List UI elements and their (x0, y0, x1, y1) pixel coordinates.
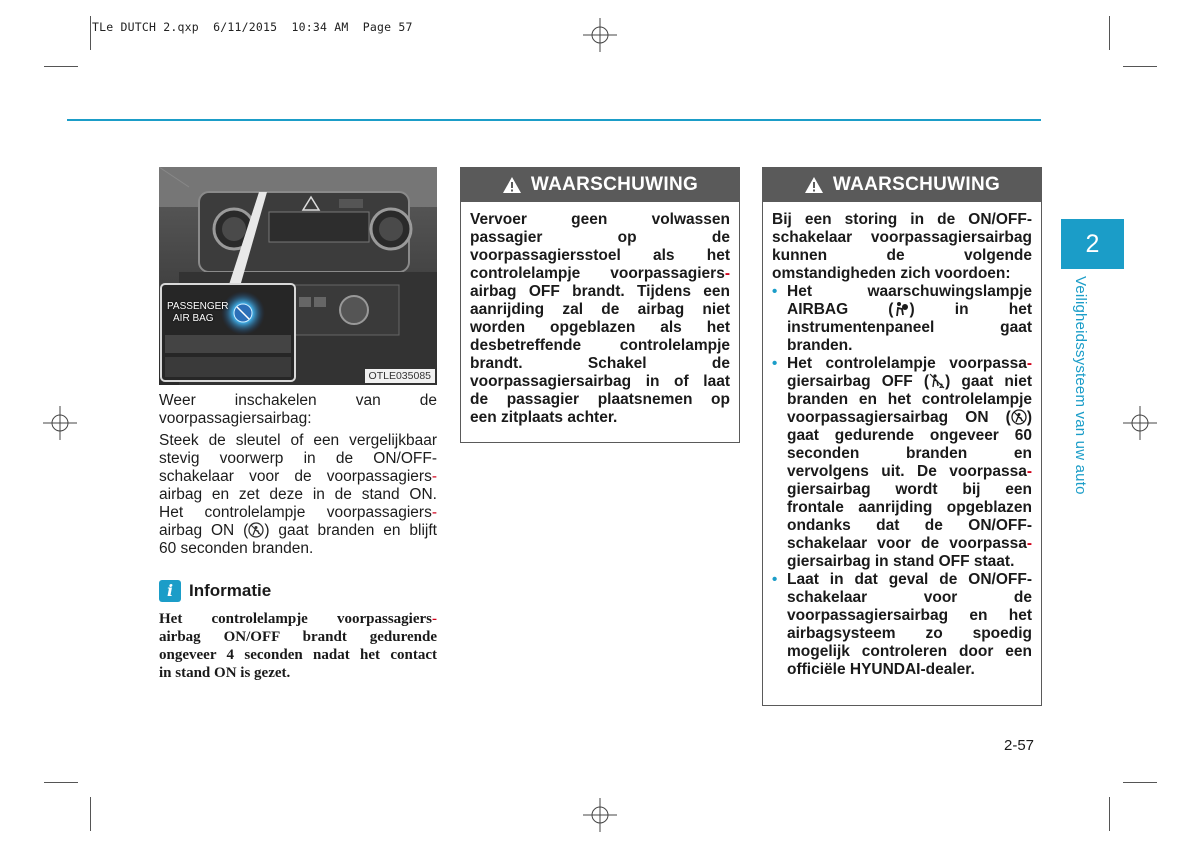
hyphen-mark: - (432, 611, 437, 627)
warning-box (762, 167, 1042, 706)
text-line: stevig voorwerp in de ON/OFF- (159, 450, 437, 467)
text-line: officiële HYUNDAI-dealer. (787, 661, 975, 678)
text-line: giersairbag in stand OFF staat. (787, 553, 1015, 570)
crop-mark (90, 797, 91, 831)
text-line: aanrijding zal de airbag niet (470, 301, 730, 318)
chapter-title-text: Veiligheidssysteem van uw auto (1072, 276, 1089, 495)
text-line: schakelaar voorpassagiersairbag (772, 229, 1032, 246)
crop-mark (1109, 16, 1110, 50)
text-line: Bij een storing in de ON/OFF- (772, 211, 1032, 228)
crop-mark (44, 782, 78, 783)
info-title: Informatie (189, 581, 272, 600)
warning-triangle-icon (502, 176, 522, 194)
text-line: Het waarschuwingslampje (787, 283, 1032, 300)
text-line: Steek de sleutel of een vergelijkbaar (159, 432, 437, 449)
text-line: ongeveer 4 seconden nadat het contact (159, 647, 437, 663)
text-line: branden. (787, 337, 853, 354)
crop-mark (44, 66, 78, 67)
text-line: een zitplaats achter. (470, 409, 618, 426)
text-line: schakelaar voor de voorpassa- (787, 535, 1032, 552)
registration-mark-icon (583, 18, 617, 52)
text-line: Het controlelampje voorpassagiers- (159, 611, 437, 627)
warning-text (461, 202, 739, 435)
callout-label (167, 301, 229, 325)
info-icon: i (159, 580, 181, 602)
hyphen-mark: - (1026, 535, 1032, 552)
print-slug: TLe DUTCH 2.qxp 6/11/2015 10:34 AM Page 57 (92, 20, 413, 34)
text-line: airbagsysteem zo spoedig (787, 625, 1032, 642)
chapter-tab: 2 (1061, 219, 1124, 269)
text-line: ondanks dat de ON/OFF- (787, 517, 1032, 534)
text-line: frontale aanrijding opgeblazen (787, 499, 1032, 516)
crop-mark (1123, 782, 1157, 783)
info-heading (159, 580, 271, 602)
text-line: omstandigheden zich voordoen: (772, 265, 1011, 282)
hyphen-mark: - (431, 504, 437, 521)
text-line: giersairbag wordt bij een (787, 481, 1032, 498)
warning-title: WAARSCHUWING (530, 174, 699, 195)
hyphen-mark: - (431, 468, 437, 485)
warning-text (763, 202, 1041, 687)
text-line: 60 seconden branden. (159, 540, 314, 557)
bullet-item (772, 283, 1032, 355)
bullet-dot: • (772, 355, 778, 372)
warning-box (460, 167, 740, 443)
header-rule (67, 119, 1041, 121)
hyphen-mark: - (1026, 463, 1032, 480)
warning-title: WAARSCHUWING (832, 174, 1001, 195)
bullet-item (772, 355, 1032, 571)
intro-paragraph: Weer inschakelen van de (159, 392, 437, 409)
chapter-title (1067, 276, 1091, 496)
registration-mark-icon (583, 798, 617, 832)
text-line: controlelampje voorpassagiers- (470, 265, 730, 282)
text-line: passagier op de (470, 229, 730, 246)
text-line: voorpassagiersstoel als het (470, 247, 730, 264)
text-line: instrumentenpaneel gaat (787, 319, 1032, 336)
dashboard-photo (159, 167, 437, 385)
text-line: de passagier plaatsnemen op (470, 391, 730, 408)
dashboard-figure (159, 167, 437, 385)
text-line: airbag OFF brandt. Tijdens een (470, 283, 730, 300)
text-line: Het controlelampje voorpassagiers- (159, 504, 437, 521)
text-line: desbetreffende controlelampje (470, 337, 730, 354)
bullet-dot: • (772, 571, 778, 588)
text-line: giersairbag OFF ( 2 ) gaat niet (787, 373, 1032, 390)
airbag-on-icon (248, 522, 264, 538)
text-line: mogelijk controleren door een (787, 643, 1032, 660)
crop-mark (90, 16, 91, 50)
text-line: worden opgeblazen als het (470, 319, 730, 336)
text-line: brandt. Schakel de (470, 355, 730, 372)
svg-text:2: 2 (939, 383, 944, 389)
info-body (159, 610, 437, 682)
text-line: Laat in dat geval de ON/OFF- (787, 571, 1032, 588)
figure-code: OTLE035085 (365, 369, 435, 383)
text-line: airbag ON/OFF brandt gedurende (159, 629, 437, 645)
warning-header (763, 168, 1041, 202)
text-line: voorpassagiersairbag en het (787, 607, 1032, 624)
text-line: airbag en zet deze in de stand ON. (159, 486, 437, 503)
text-line: kunnen de volgende (772, 247, 1032, 264)
text-line: Vervoer geen volwassen (470, 211, 730, 228)
bullet-dot: • (772, 283, 778, 300)
warning-header (461, 168, 739, 202)
callout-line: AIR BAG (173, 313, 214, 324)
callout-line: PASSENGER (167, 301, 229, 312)
text-line: in stand ON is gezet. (159, 665, 291, 681)
warning-triangle-icon (804, 176, 824, 194)
hyphen-mark: - (1026, 355, 1032, 372)
crop-mark (1109, 797, 1110, 831)
text-line: Het controlelampje voorpassa- (787, 355, 1032, 372)
text-line: voorpassagiersairbag in of laat (470, 373, 730, 390)
text-line: gaat gedurende ongeveer 60 (787, 427, 1032, 444)
text-line: branden en het controlelampje (787, 391, 1032, 408)
text-line: seconden branden en (787, 445, 1032, 462)
airbag-on-icon (1011, 409, 1027, 425)
page-number: 2-57 (1004, 737, 1035, 754)
text-line: airbag ON ( ) gaat branden en blijft (159, 522, 437, 539)
text-line: schakelaar voor de (787, 589, 1032, 606)
airbag-warning-icon (893, 301, 909, 317)
hyphen-mark: - (724, 265, 730, 282)
body-paragraph (159, 432, 437, 558)
intro-line-2: voorpassagiersairbag: (159, 410, 312, 427)
text-line: voorpassagiersairbag ON ( ) (787, 409, 1032, 426)
crop-mark (1123, 66, 1157, 67)
airbag-off-icon (929, 373, 945, 389)
text-line: vervolgens uit. De voorpassa- (787, 463, 1032, 480)
text-line: schakelaar voor de voorpassagiers- (159, 468, 437, 485)
bullet-item (772, 571, 1032, 679)
text-line: AIRBAG ( ) in het (787, 301, 1032, 318)
registration-mark-icon (1123, 406, 1157, 440)
registration-mark-icon (43, 406, 77, 440)
